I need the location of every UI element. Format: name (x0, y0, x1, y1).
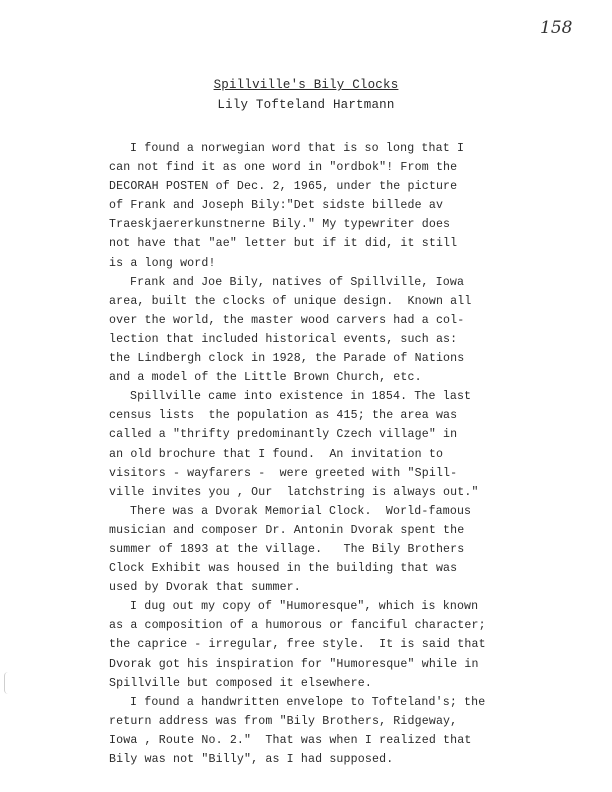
body-line: Bily was not "Billy", as I had supposed. (109, 753, 394, 766)
body-line: can not find it as one word in "ordbok"! From the (109, 161, 458, 175)
body-line: used by Dvorak that summer. (109, 581, 301, 595)
body-line: return address was from "Bily Brothers, Ridgeway, (109, 714, 458, 728)
body-line: ville invites you , Our latchstring is always out." (109, 485, 479, 499)
body-line: lection that included historical events, such as: (109, 332, 458, 346)
body-line: census lists the population as 415; the area was (109, 409, 458, 423)
document-body (109, 139, 579, 769)
body-line: I dug out my copy of "Humoresque", which is known (130, 600, 479, 614)
page-number: 158 (540, 18, 573, 38)
body-line: is a long word! (109, 256, 216, 270)
body-line: area, built the clocks of unique design. Known all (109, 294, 472, 308)
body-line: summer of 1893 at the village. The Bily Brothers (109, 542, 465, 556)
body-line: There was a Dvorak Memorial Clock. World-famous (130, 504, 472, 518)
body-line: Spillville came into existence in 1854. The last (130, 390, 472, 404)
body-line: Dvorak got his inspiration for "Humoresque" while in (109, 657, 479, 671)
body-line: Clock Exhibit was housed in the building that was (109, 562, 458, 576)
document-author: Lily Tofteland Hartmann (217, 98, 395, 112)
body-line: and a model of the Little Brown Church, etc. (109, 371, 422, 385)
body-line: Spillville but composed it elsewhere. (109, 676, 372, 690)
body-line: not have that "ae" letter but if it did, it still (109, 237, 458, 251)
body-line: musician and composer Dr. Antonin Dvorak spent the (109, 523, 465, 537)
document-title: Spillville's Bily Clocks (213, 78, 399, 92)
body-line: DECORAH POSTEN of Dec. 2, 1965, under the picture (109, 180, 458, 194)
body-line: I found a handwritten envelope to Tofteland's; the (130, 695, 486, 709)
body-line: Traeskjaererkunstnerne Bily." My typewriter does (109, 218, 451, 232)
body-line: over the world, the master wood carvers had a col- (109, 313, 465, 327)
body-line: of Frank and Joseph Bily:"Det sidste billede av (109, 199, 444, 213)
body-line: Iowa , Route No. 2." That was when I realized that (109, 733, 472, 747)
body-line: as a composition of a humorous or fanciful character; (109, 619, 486, 633)
body-line: the Lindbergh clock in 1928, the Parade of Nations (109, 352, 465, 366)
body-line: Frank and Joe Bily, natives of Spillville, Iowa (130, 275, 465, 289)
scan-artifact-mark (4, 672, 13, 694)
body-line: I found a norwegian word that is so long that I (130, 142, 465, 155)
body-line: the caprice - irregular, free style. It is said that (109, 638, 486, 652)
body-line: visitors - wayfarers - were greeted with "Spill- (109, 466, 458, 480)
body-line: called a "thrifty predominantly Czech village" in (109, 428, 458, 442)
body-line: an old brochure that I found. An invitation to (109, 447, 444, 461)
